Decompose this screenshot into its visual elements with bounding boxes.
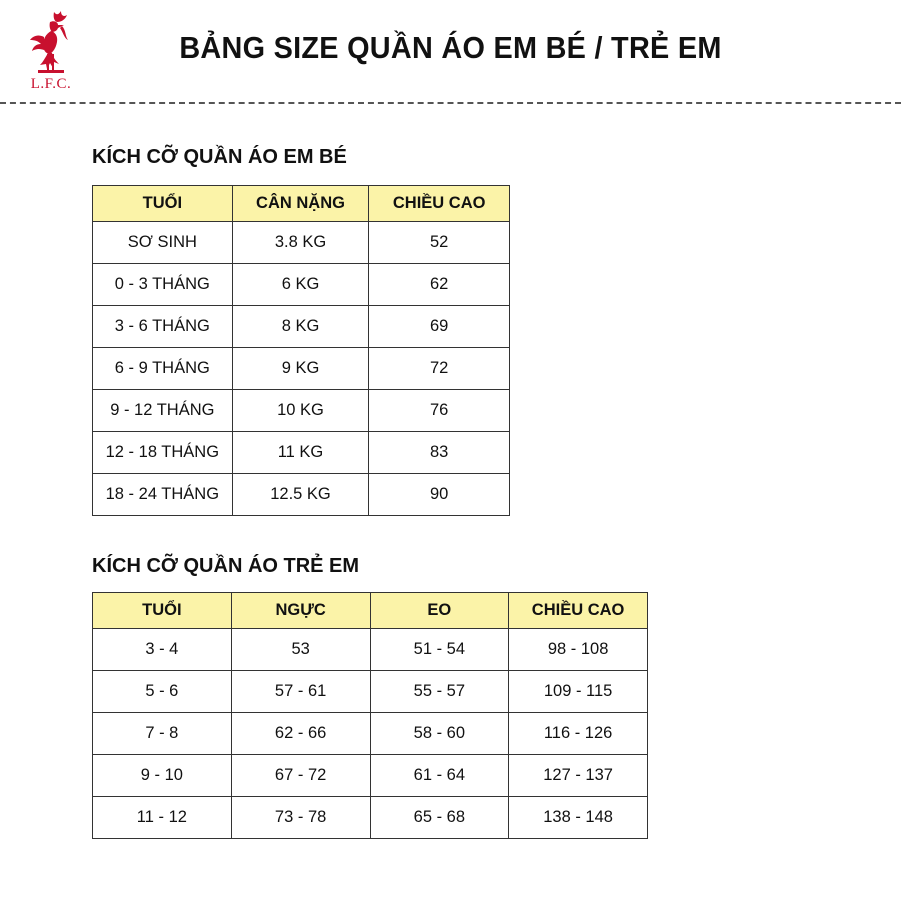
cell-height: 52 (369, 222, 510, 264)
cell-age: 12 - 18 THÁNG (93, 432, 233, 474)
cell-height: 98 - 108 (509, 629, 648, 671)
cell-weight: 12.5 KG (232, 474, 369, 516)
table-row (93, 713, 648, 755)
header-waist: EO (370, 593, 509, 629)
cell-height: 69 (369, 306, 510, 348)
cell-waist: 55 - 57 (370, 671, 509, 713)
cell-age: 9 - 12 THÁNG (93, 390, 233, 432)
table-header-row (93, 186, 510, 222)
cell-chest: 53 (231, 629, 370, 671)
cell-weight: 8 KG (232, 306, 369, 348)
cell-age: 3 - 4 (93, 629, 232, 671)
cell-chest: 73 - 78 (231, 797, 370, 839)
table-row (93, 755, 648, 797)
cell-age: 3 - 6 THÁNG (93, 306, 233, 348)
dashed-divider (0, 102, 901, 104)
cell-age: 11 - 12 (93, 797, 232, 839)
table-row (93, 306, 510, 348)
cell-age: SƠ SINH (93, 222, 233, 264)
table-row (93, 432, 510, 474)
cell-height: 116 - 126 (509, 713, 648, 755)
cell-height: 138 - 148 (509, 797, 648, 839)
logo-text: L.F.C. (30, 76, 72, 92)
cell-age: 7 - 8 (93, 713, 232, 755)
cell-height: 62 (369, 264, 510, 306)
kids-section-title: KÍCH CỠ QUẦN ÁO TRẺ EM (92, 555, 360, 577)
cell-chest: 62 - 66 (231, 713, 370, 755)
cell-age: 5 - 6 (93, 671, 232, 713)
table-row (93, 629, 648, 671)
table-row (93, 797, 648, 839)
cell-waist: 65 - 68 (370, 797, 509, 839)
cell-age: 18 - 24 THÁNG (93, 474, 233, 516)
header-age: TUỔI (93, 593, 232, 629)
table-header-row (93, 593, 648, 629)
cell-height: 109 - 115 (509, 671, 648, 713)
table-row (93, 222, 510, 264)
cell-age: 0 - 3 THÁNG (93, 264, 233, 306)
header-height: CHIỀU CAO (509, 593, 648, 629)
cell-height: 90 (369, 474, 510, 516)
cell-height: 127 - 137 (509, 755, 648, 797)
kids-size-table (92, 592, 648, 839)
cell-waist: 51 - 54 (370, 629, 509, 671)
cell-weight: 3.8 KG (232, 222, 369, 264)
cell-age: 9 - 10 (93, 755, 232, 797)
cell-age: 6 - 9 THÁNG (93, 348, 233, 390)
table-row (93, 348, 510, 390)
header-chest: NGỰC (231, 593, 370, 629)
cell-weight: 10 KG (232, 390, 369, 432)
baby-size-table (92, 185, 510, 516)
cell-waist: 61 - 64 (370, 755, 509, 797)
table-row (93, 264, 510, 306)
cell-chest: 57 - 61 (231, 671, 370, 713)
table-row (93, 474, 510, 516)
cell-weight: 11 KG (232, 432, 369, 474)
page-title: BẢNG SIZE QUẦN ÁO EM BÉ / TRẺ EM (179, 30, 722, 65)
table-row (93, 671, 648, 713)
table-row (93, 390, 510, 432)
cell-weight: 6 KG (232, 264, 369, 306)
cell-height: 83 (369, 432, 510, 474)
cell-weight: 9 KG (232, 348, 369, 390)
header-age: TUỔI (93, 186, 233, 222)
cell-height: 72 (369, 348, 510, 390)
baby-section-title: KÍCH CỠ QUẦN ÁO EM BÉ (92, 146, 347, 168)
header-height: CHIỀU CAO (369, 186, 510, 222)
cell-height: 76 (369, 390, 510, 432)
header-weight: CÂN NẶNG (232, 186, 369, 222)
cell-chest: 67 - 72 (231, 755, 370, 797)
cell-waist: 58 - 60 (370, 713, 509, 755)
